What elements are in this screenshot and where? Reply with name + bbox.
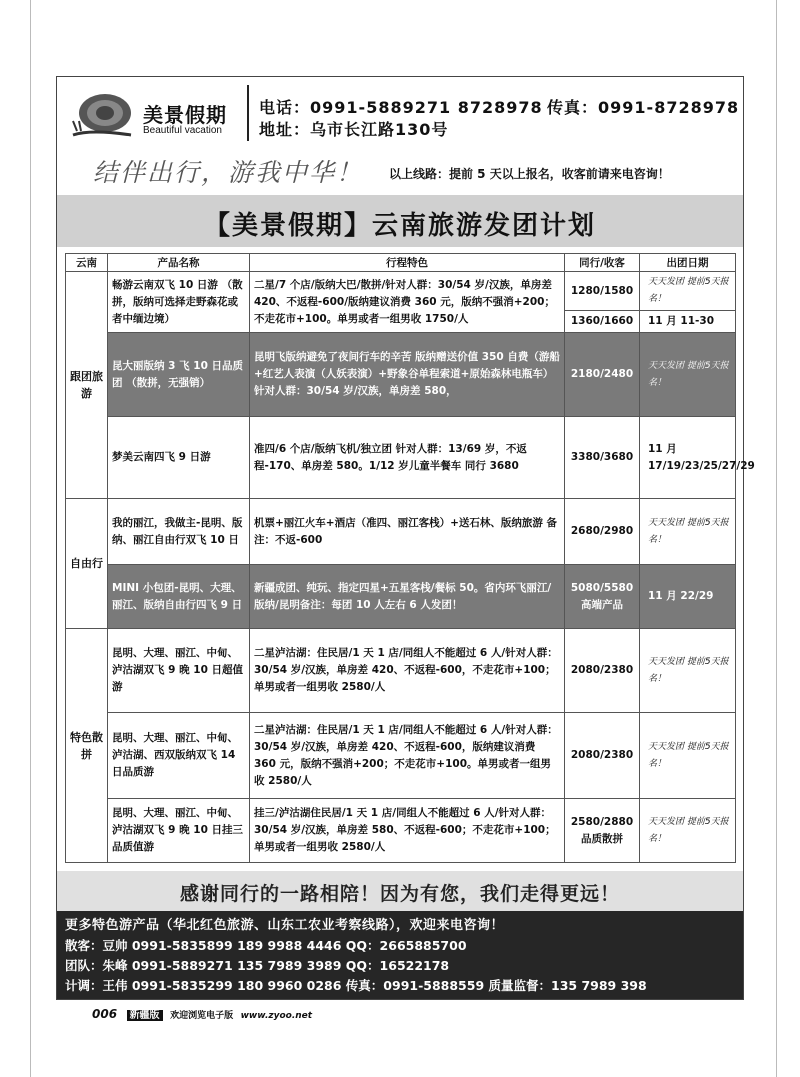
fax-line (547, 95, 739, 118)
product-name: 昆明、大理、丽江、中甸、泸沽湖双飞 9 晚 10 日超值游 (108, 629, 250, 713)
crop-line-left (30, 0, 31, 1077)
product-feature: 二星/7 个店/版纳大巴/散拼/针对人群：30/54 岁/汉族，单房差 420、不返程-600/版纳建议消费 360 元，版纳不强消+200；不走花市+100。单男或者一组男收 1750/人 (250, 272, 565, 333)
slogan: 结伴出行，游我中华！ (93, 158, 364, 187)
product-feature: 机票+丽江火车+酒店（准四、丽江客栈）+送石林、版纳旅游 备注：不返-600 (250, 499, 565, 565)
product-name: 我的丽江，我做主-昆明、版纳、丽江自由行双飞 10 日 (108, 499, 250, 565)
departure-date: 天天发团 提前5天报名！ (640, 333, 736, 417)
price-value: 2680/2980 (565, 499, 640, 565)
category-special-mix: 特色散拼 (66, 629, 108, 863)
price-value: 2180/2480 (565, 333, 640, 417)
price-value: 2580/2880 品质散拼 (565, 799, 640, 863)
tour-plan-table (65, 253, 755, 863)
departure-date: 11 月 22/29 (640, 565, 736, 629)
product-feature: 准四/6 个店/版纳飞机/独立团 针对人群：13/69 岁，不返程-170、单房差 580。1/12 岁儿童半餐车 同行 3680 (250, 417, 565, 499)
product-feature: 新疆成团、纯玩、指定四星+五星客栈/餐标 50。省内环飞丽江/版纳/昆明备注：每团 10 人左右 6 人发团！ (250, 565, 565, 629)
price-value: 2080/2380 (565, 713, 640, 799)
address-line (259, 117, 448, 140)
product-name: 昆明、大理、丽江、中甸、泸沽湖双飞 9 晚 10 日挂三品质值游 (108, 799, 250, 863)
departure-date: 天天发团 提前5天报名！ (640, 499, 736, 565)
table-row (66, 272, 736, 311)
phone-label: 电话： (259, 98, 311, 117)
table-row (66, 629, 736, 713)
footer-text: 欢迎浏览电子版 (170, 1011, 234, 1021)
brand-subtitle: Beautiful vacation (143, 125, 222, 136)
phone-number: 0991-5889271 8728978 (310, 98, 543, 117)
product-name: 梦美云南四飞 9 日游 (108, 417, 250, 499)
departure-date: 天天发团 提前5天报名！ (640, 629, 736, 713)
column-header-price: 同行/收客 (565, 254, 640, 272)
price-value: 1280/1580 (565, 272, 640, 311)
product-feature: 二星泸沽湖：住民居/1 天 1 店/同组人不能超过 6 人/针对人群：30/54 岁/汉族，单房差 420、不返程-600，不走花市+100；单男或者一组男收 2580/人 (250, 629, 565, 713)
crop-line-right (776, 0, 777, 1077)
product-feature: 昆明飞版纳避免了夜间行车的辛苦 版纳赠送价值 350 自费（游船+红艺人表演（人妖表演）+野象谷单程索道+原始森林电瓶车）针对人群：30/54 岁/汉族，单房差 580， (250, 333, 565, 417)
snail-logo-icon (71, 91, 133, 139)
departure-date: 天天发团 提前5天报名！ (640, 272, 736, 311)
header-divider (247, 85, 249, 141)
column-header-region: 云南 (66, 254, 108, 272)
column-header-feature: 行程特色 (250, 254, 565, 272)
column-header-product: 产品名称 (108, 254, 250, 272)
phone-line (259, 95, 543, 118)
header (57, 77, 743, 153)
footer-url[interactable]: www.zyoo.net (240, 1011, 313, 1021)
price-value: 3380/3680 (565, 417, 640, 499)
column-header-date: 出团日期 (640, 254, 736, 272)
departure-date: 11 月 11-30 (640, 311, 736, 333)
page-title: 【美景假期】云南旅游发团计划 (203, 211, 596, 241)
booking-notice: 以上线路：提前 5 天以上报名，收客前请来电咨询！ (389, 167, 670, 181)
table-row (66, 799, 736, 863)
contact-line-planner: 计调：王伟 0991-5835299 180 9960 0286 传真：0991-5888559 质量监督：135 7989 398 (65, 978, 647, 993)
slogan-row (57, 153, 743, 193)
product-name: MINI 小包团-昆明、大理、丽江、版纳自由行四飞 9 日 (108, 565, 250, 629)
address-text: 乌市长江路130号 (310, 120, 449, 139)
product-feature: 挂三/泸沽湖住民居/1 天 1 店/同组人不能超过 6 人/针对人群：30/54 岁/汉族，单房差 580、不返程-600；不走花市+100；单男或者一组男收 2580/人 (250, 799, 565, 863)
brand-name: 美景假期 (143, 103, 227, 127)
departure-date: 天天发团 提前5天报名！ (640, 799, 736, 863)
edition-badge: 新疆版 (127, 1010, 163, 1021)
page-footer (92, 1006, 312, 1022)
thanks-band (57, 871, 743, 911)
category-free-travel: 自由行 (66, 499, 108, 629)
contact-headline: 更多特色游产品（华北红色旅游、山东工农业考察线路），欢迎来电咨询！ (65, 918, 505, 933)
product-name: 畅游云南双飞 10 日游 （散拼，版纳可选择走野森花或者中缅边境） (108, 272, 250, 333)
table-row (66, 565, 736, 629)
price-value: 2080/2380 (565, 629, 640, 713)
title-band (57, 195, 743, 247)
flyer-page (56, 76, 755, 1000)
table-row (66, 333, 736, 417)
table-row (66, 417, 736, 499)
contact-line-group: 团队：朱峰 0991-5889271 135 7989 3989 QQ：16522178 (65, 958, 450, 973)
address-label: 地址： (259, 120, 311, 139)
thanks-message: 感谢同行的一路相陪！因为有您，我们走得更远！ (179, 883, 620, 905)
page-number: 006 (92, 1007, 118, 1021)
table-row (66, 713, 736, 799)
table-header-row (66, 254, 736, 272)
table-row (66, 499, 736, 565)
category-group-tour: 跟团旅游 (66, 272, 108, 499)
fax-label: 传真： (547, 98, 599, 117)
departure-date: 天天发团 提前5天报名！ (640, 713, 736, 799)
contact-line-retail: 散客：豆帅 0991-5835899 189 9988 4446 QQ：2665885700 (65, 938, 467, 953)
product-feature: 二星泸沽湖：住民居/1 天 1 店/同组人不能超过 6 人/针对人群：30/54 岁/汉族，单房差 420、不返程-600，版纳建议消费 360 元，版纳不强消+200；不走花市+100。单男或者一组男收 2580/人 (250, 713, 565, 799)
departure-date: 11 月 17/19/23/25/27/29 (640, 417, 736, 499)
product-name: 昆大丽版纳 3 飞 10 日品质团 （散拼，无强销） (108, 333, 250, 417)
fax-number: 0991-8728978 (598, 98, 740, 117)
contact-box (57, 911, 743, 999)
product-name: 昆明、大理、丽江、中甸、泸沽湖、西双版纳双飞 14 日品质游 (108, 713, 250, 799)
price-value: 1360/1660 (565, 311, 640, 333)
price-value: 5080/5580 高端产品 (565, 565, 640, 629)
